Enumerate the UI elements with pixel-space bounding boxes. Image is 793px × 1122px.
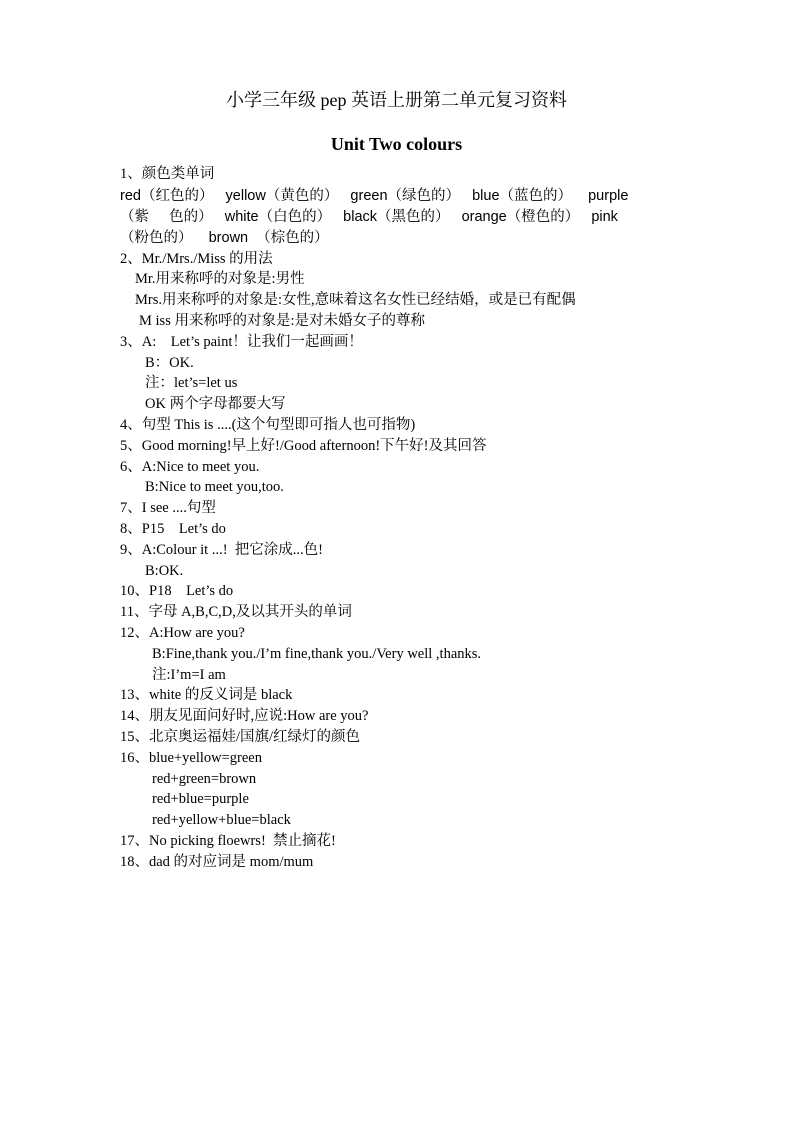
line-8: 8、P15 Let’s do: [120, 521, 226, 537]
line-colors-1: red（红色的） yellow（黄色的） green（绿色的） blue（蓝色的） purple: [120, 188, 629, 204]
line-6: 6、A:Nice to meet you.: [120, 459, 260, 475]
line-2c: M iss 用来称呼的对象是:是对未婚女子的尊称: [139, 313, 425, 329]
line-1: 1、颜色类单词: [120, 166, 215, 182]
line-3a: B：OK.: [145, 355, 194, 371]
line-5: 5、Good morning!早上好!/Good afternoon!下午好!及其回答: [120, 438, 487, 454]
line-13: 13、white 的反义词是 black: [120, 687, 293, 703]
page-subtitle: Unit Two colours: [330, 134, 463, 154]
line-3c: OK 两个字母都要大写: [145, 396, 286, 412]
line-12a: B:Fine,thank you./I’m fine,thank you./Very well ,thanks.: [152, 646, 482, 662]
line-16: 16、blue+yellow=green: [120, 750, 262, 766]
line-9: 9、A:Colour it ...! 把它涂成...色!: [120, 542, 323, 558]
line-colors-3: （粉色的） brown （棕色的）: [120, 230, 329, 246]
line-9a: B:OK.: [145, 563, 184, 579]
line-2: 2、Mr./Mrs./Miss 的用法: [120, 251, 273, 267]
line-17: 17、No picking floewrs! 禁止摘花!: [120, 833, 336, 849]
line-16a: red+green=brown: [152, 771, 257, 787]
line-12b: 注:I’m=I am: [152, 667, 226, 683]
line-10: 10、P18 Let’s do: [120, 583, 234, 599]
line-3b: 注：let’s=let us: [145, 375, 238, 391]
page-title: 小学三年级 pep 英语上册第二单元复习资料: [226, 90, 567, 110]
line-3: 3、A: Let’s paint！让我们一起画画！: [120, 334, 363, 350]
line-15: 15、北京奥运福娃/国旗/红绿灯的颜色: [120, 729, 361, 745]
line-11: 11、字母 A,B,C,D,及以其开头的单词: [120, 604, 352, 620]
line-2a: Mr.用来称呼的对象是:男性: [135, 271, 305, 287]
line-2b: Mrs.用来称呼的对象是:女性,意味着这名女性已经结婚，或是已有配偶: [135, 292, 576, 308]
line-14: 14、朋友见面问好时,应说:How are you?: [120, 708, 369, 724]
line-7: 7、I see ....句型: [120, 500, 216, 516]
line-16c: red+yellow+blue=black: [152, 812, 291, 828]
line-16b: red+blue=purple: [152, 791, 249, 807]
line-12: 12、A:How are you?: [120, 625, 245, 641]
line-4: 4、句型 This is ....(这个句型即可指人也可指物): [120, 417, 416, 433]
line-18: 18、dad 的对应词是 mom/mum: [120, 854, 314, 870]
line-colors-2: （紫 色的） white（白色的） black（黑色的） orange（橙色的） pink: [120, 209, 618, 225]
line-6a: B:Nice to meet you,too.: [145, 479, 284, 495]
